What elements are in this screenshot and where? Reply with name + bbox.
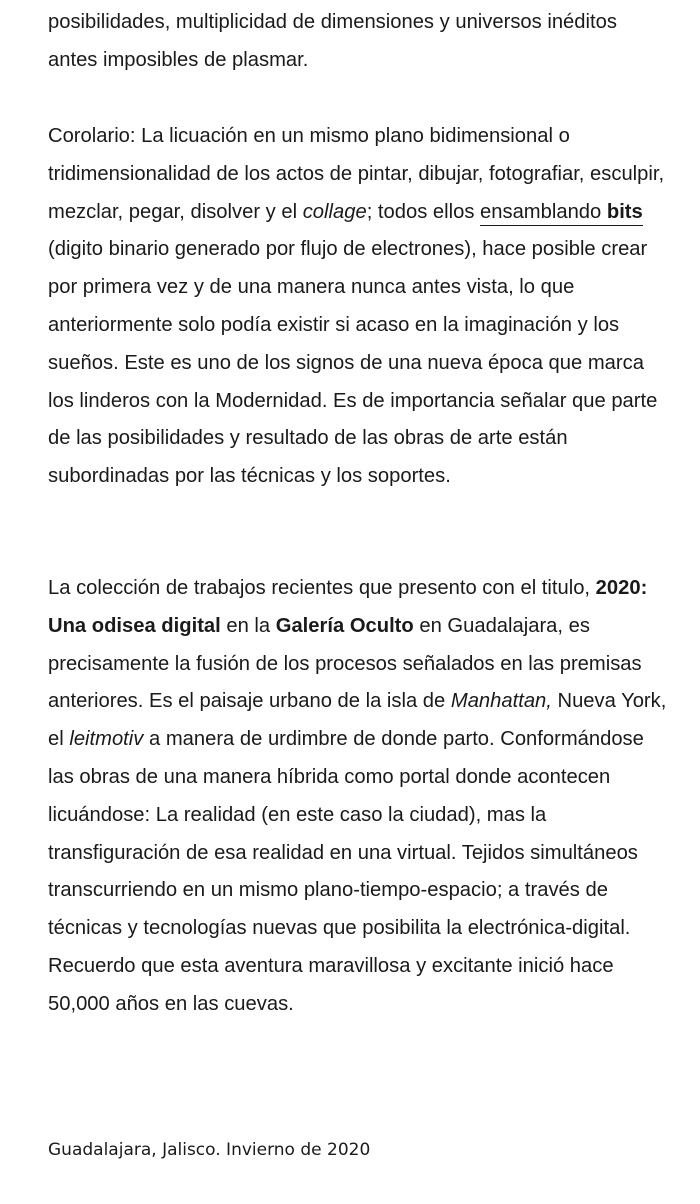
emphasis-manhattan: Manhattan, [450, 690, 552, 713]
paragraph-text: en Guadalajara, es precisamente la fusión de los procesos señalados en las premisas anteriores. Es el paisaje urbano de la isla de [48, 614, 642, 713]
paragraph-corolario [48, 118, 668, 496]
exhibition-title: 2020: Una odisea digital [48, 577, 648, 637]
emphasis-collage: collage [302, 200, 367, 223]
paragraph-text: (digito binario generado por flujo de electrones), hace posible crear por primera vez y de una manera nunca antes vista, lo que anteriormente solo podía existir si acaso en la imaginación y los sueños. Este es uno de los signos de una nueva época que marca los linderos con la Modernidad. Es de importancia señalar que parte de las posibilidades y resultado de las obras de arte están subordinadas por las técnicas y los soportes. [48, 238, 658, 488]
paragraph-text: posibilidades, multiplicidad de dimensiones y universos inéditos antes imposibles de plasmar. [48, 11, 617, 71]
link-text: ensamblando [480, 200, 607, 223]
paragraph-text: Corolario: La licuación en un mismo plano bidimensional o tridimensionalidad de los actos de pintar, dibujar, fotografiar, esculpir, mezclar, pegar, disolver y el [48, 125, 665, 223]
paragraph-text: ; todos ellos [366, 200, 481, 223]
bits-link[interactable] [480, 201, 643, 226]
paragraph-text: La colección de trabajos recientes que presento con el titulo, [48, 577, 596, 599]
paragraph-text: Nueva York, el [48, 690, 667, 751]
emphasis-leitmotiv: leitmotiv [69, 728, 144, 751]
paragraph-text: en la [220, 614, 276, 637]
link-bold-text: bits [606, 200, 643, 223]
paragraph-intro-continuation [48, 4, 668, 80]
paragraph-coleccion [48, 570, 668, 1024]
paragraph-text: a manera de urdimbre de donde parto. Conformándose las obras de una manera híbrida como portal donde acontecen licuándose: La realidad (en este caso la ciudad), mas la transfiguración de esa realidad en una virtual. Tejidos simultáneos transcurriendo en un mismo plano-tiempo-espacio; a través de técnicas y tecnologías nuevas que posibilita la electrónica-digital. Recuerdo que esta aventura maravillosa y excitante inició hace 50,000 años en las cuevas. [48, 728, 644, 1015]
signoff-place-date: Guadalajara, Jalisco. Invierno de 2020 [48, 1140, 371, 1160]
gallery-name: Galería Oculto [275, 614, 414, 637]
